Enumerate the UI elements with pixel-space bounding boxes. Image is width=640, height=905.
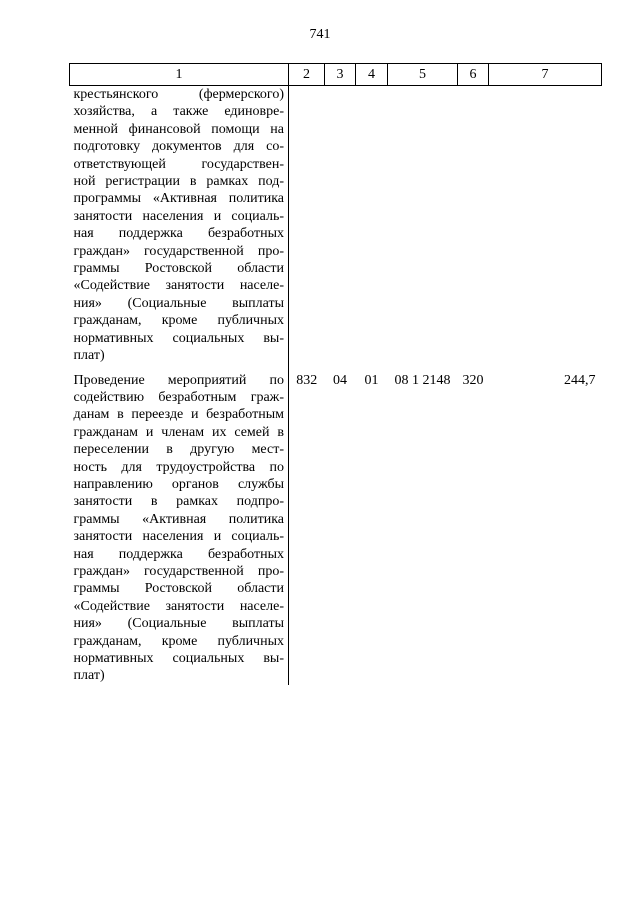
column-header: 7 [489, 64, 602, 86]
description-line: занятости в рамках подпро- [73, 494, 284, 510]
description-line: граждан» государственной про- [73, 243, 284, 259]
description-line: ная поддержка безработных [73, 226, 284, 242]
description-line: плат) [73, 668, 105, 684]
description-line: нормативных социальных вы- [73, 651, 284, 666]
cell-amount: 244,7 [564, 372, 596, 388]
description-line: «Содействие занятости населе- [73, 278, 284, 294]
description-line: ность для трудоустройства по [73, 459, 284, 475]
description-line: переселении в другую мест- [73, 442, 284, 458]
cell-amount [489, 86, 602, 365]
column-header: 3 [325, 64, 356, 86]
column-header: 1 [70, 64, 289, 86]
cell-target-code: 08 1 2148 [394, 372, 451, 388]
cell-subsection-code: 01 [364, 372, 379, 388]
description-line: занятости населения и социаль- [73, 208, 284, 224]
description-line: ния» (Социальные выплаты [73, 295, 284, 311]
cell-section-code: 04 [333, 372, 347, 388]
column-header: 5 [388, 64, 458, 86]
row-description [70, 365, 289, 685]
description-line: граммы Ростовской области [73, 261, 284, 277]
column-header: 2 [289, 64, 325, 86]
budget-table [69, 63, 602, 685]
cell-ministry-code: 832 [296, 372, 318, 388]
description-line: менной финансовой помощи на [73, 121, 284, 137]
table-row [70, 365, 602, 685]
description-line: подготовку документов для со- [73, 139, 284, 155]
page-number: 741 [309, 27, 331, 42]
description-line: граммы «Активная политика [73, 511, 284, 527]
row-description [70, 86, 289, 365]
description-line: плат) [73, 348, 105, 364]
description-line: гражданам, кроме публичных [73, 313, 284, 329]
description-line: содействию безработным граж- [73, 389, 284, 405]
description-line: Проведение мероприятий по [73, 372, 284, 388]
description-line: крестьянского (фермерского) [73, 87, 284, 102]
description-line: нормативных социальных вы- [73, 330, 284, 346]
table-header-row [70, 64, 602, 86]
description-line: граммы Ростовской области [73, 581, 284, 597]
cell-target-code [388, 86, 458, 365]
description-line: ния» (Социальные выплаты [73, 616, 284, 632]
description-line: ная поддержка безработных [73, 546, 284, 562]
description-line: ответствующей государствен- [73, 156, 284, 172]
description-line: «Содействие занятости населе- [73, 598, 284, 614]
cell-expense-type: 320 [462, 372, 484, 388]
table-row [70, 86, 602, 365]
description-line: гражданам, кроме публичных [73, 633, 284, 649]
column-header: 4 [356, 64, 388, 86]
description-line: направлению органов службы [73, 476, 284, 492]
description-line: программы «Активная политика [73, 191, 284, 207]
column-header: 6 [458, 64, 489, 86]
description-line: занятости населения и социаль- [73, 529, 284, 545]
description-line: гражданам и членам их семей в [73, 424, 284, 440]
description-line: граждан» государственной про- [73, 563, 284, 579]
cell-expense-type [458, 86, 489, 365]
cell-ministry-code [289, 86, 325, 365]
description-line: ной регистрации в рамках под- [73, 174, 284, 190]
cell-section-code [325, 86, 356, 365]
cell-subsection-code [356, 86, 388, 365]
description-line: данам в переезде и безработным [73, 407, 284, 423]
description-line: хозяйства, а также единовре- [73, 104, 284, 120]
